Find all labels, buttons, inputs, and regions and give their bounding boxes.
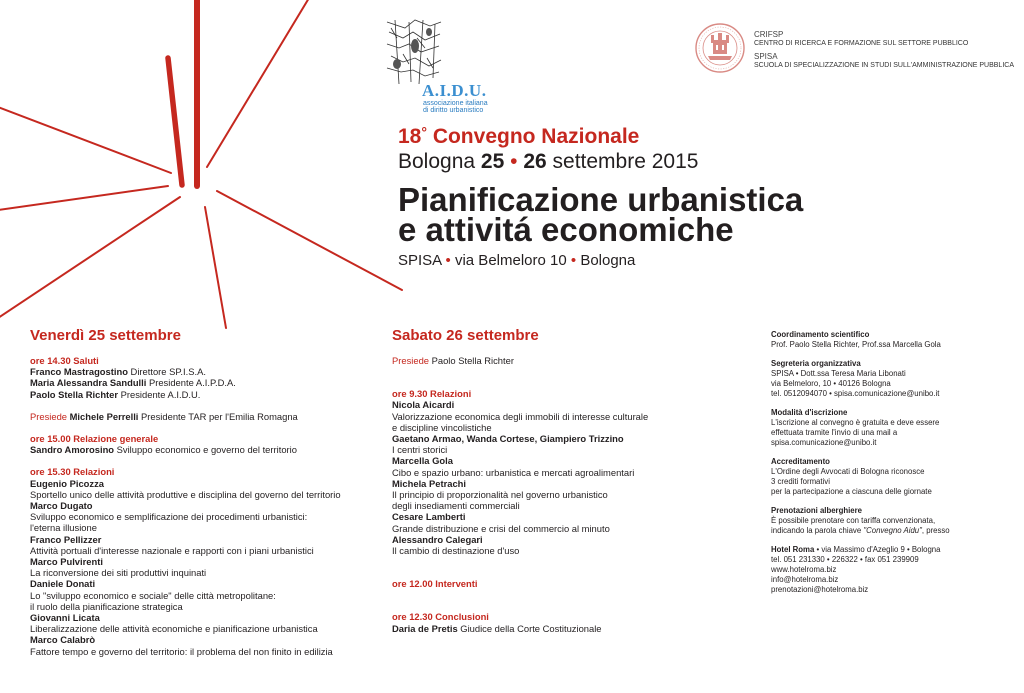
speaker-role: Presidente A.I.D.U. xyxy=(120,388,201,400)
chair-role: Presidente TAR per l'Emilia Romagna xyxy=(141,410,298,422)
speaker-name: Marcella Gola xyxy=(392,455,453,467)
dates-month-year: settembre 2015 xyxy=(552,150,699,173)
venue-bullet2: • xyxy=(570,252,577,269)
speaker-name: Daniele Donati xyxy=(30,578,96,590)
dates-day1: 25 xyxy=(480,150,505,173)
talk-topic: Cibo e spazio urbano: urbanistica e mercati agroalimentari xyxy=(392,466,635,478)
friday-session-generale: ore 15.00 Relazione generale xyxy=(30,433,159,445)
talk-topic: Lo "sviluppo economico e sociale" delle città metropolitane: xyxy=(30,589,276,601)
aidu-map-illustration xyxy=(385,18,443,88)
speaker-name: Sandro Amorosino xyxy=(30,444,115,456)
speaker-name: Daria de Pretis xyxy=(392,622,458,634)
hotel-line: È possibile prenotare con tariffa convenzionata, xyxy=(771,516,936,525)
registration-title: Modalità d'iscrizione xyxy=(771,408,848,417)
talk-topic: Sportello unico delle attività produttive e disciplina del governo del territorio xyxy=(30,488,341,500)
edition-degree: ° xyxy=(421,124,427,140)
event-title-line2: e attivitá economiche xyxy=(398,211,734,248)
event-title-line1: Pianificazione urbanistica xyxy=(398,181,804,218)
speaker-name: Alessandro Calegari xyxy=(392,533,483,545)
accreditation-line: per la partecipazione a ciascuna delle giornate xyxy=(771,487,932,496)
ray-upper-left xyxy=(0,107,171,173)
hotel-booking-email-link[interactable]: prenotazioni@hotelroma.biz xyxy=(771,585,869,594)
speaker-name: Paolo Stella Richter xyxy=(30,388,119,400)
chair-label: Presiede xyxy=(392,355,430,366)
chair-name: Michele Perrelli xyxy=(69,410,139,422)
speaker-role: Giudice della Corte Costituzionale xyxy=(460,622,602,634)
speaker-role: Presidente A.I.P.D.A. xyxy=(148,377,236,389)
ray-thick-slanted xyxy=(168,58,182,185)
speaker-name: Marco Dugato xyxy=(30,500,93,512)
ray-down xyxy=(205,207,226,328)
hotel-keyword: "Convegno Aidu" xyxy=(863,526,922,535)
speaker-name: Marco Pulvirenti xyxy=(30,556,103,568)
speaker-name: Nicola Aicardi xyxy=(392,399,455,411)
registration-line: L'iscrizione al convegno è gratuita e deve essere xyxy=(771,418,940,427)
program-row xyxy=(30,366,375,377)
edition-number: 18 xyxy=(398,125,422,148)
speaker-name: Michela Petrachi xyxy=(392,477,466,489)
registration-email-link[interactable]: spisa.comunicazione@unibo.it xyxy=(771,438,877,447)
speaker-name: Cesare Lamberti xyxy=(392,511,466,523)
hotel-keyword-suffix: , presso xyxy=(921,526,950,535)
talk-topic: Attività portuali d'interesse nazionale e rapporti con i piani urbanistici xyxy=(30,544,314,556)
speaker-name: Eugenio Picozza xyxy=(30,477,104,489)
accreditation-line: 3 crediti formativi xyxy=(771,477,830,486)
coordination-title: Coordinamento scientifico xyxy=(771,330,870,339)
aidu-subtitle-line1: associazione italiana xyxy=(423,100,488,107)
hotel-title: Prenotazioni alberghiere xyxy=(771,506,862,515)
ray-right-down xyxy=(217,191,402,290)
event-venue xyxy=(398,251,803,271)
friday-session-saluti: ore 14.30 Saluti xyxy=(30,355,99,366)
speaker-name: Gaetano Armao, Wanda Cortese, Giampiero Trizzino xyxy=(392,433,624,445)
unibo-org-text xyxy=(754,30,1014,70)
talk-topic-cont: degli insediamenti commerciali xyxy=(392,500,520,512)
hotel-keyword-prefix: indicando la parola chiave xyxy=(771,526,864,535)
talk-topic-cont: l'eterna illusione xyxy=(30,522,97,534)
chair-name: Paolo Stella Richter xyxy=(431,355,514,366)
aidu-name: A.I.D.U. xyxy=(422,81,487,100)
speaker-name: Giovanni Licata xyxy=(30,612,100,624)
talk-topic: Sviluppo economico e semplificazione dei procedimenti urbanistici: xyxy=(30,511,308,523)
friday-session-relazioni: ore 15.30 Relazioni xyxy=(30,466,115,478)
talk-topic: Il principio di proporzionalità nel governo urbanistico xyxy=(392,489,608,501)
hotel-info-email-link[interactable]: info@hotelroma.biz xyxy=(771,575,839,584)
edition-label: Convegno Nazionale xyxy=(432,125,640,148)
saturday-day-heading: Sabato 26 settembre xyxy=(392,327,539,344)
talk-topic: Il cambio di destinazione d'uso xyxy=(392,545,520,557)
saturday-session-conclusioni: ore 12.30 Conclusioni xyxy=(392,611,489,623)
accreditation-line: L'Ordine degli Avvocati di Bologna riconosce xyxy=(771,467,925,476)
edition-heading xyxy=(398,120,803,149)
ray-lower-left xyxy=(0,197,180,318)
hotel-line xyxy=(771,526,1021,536)
aidu-subtitle xyxy=(423,100,488,114)
ray-top-right xyxy=(207,0,309,167)
friday-chair xyxy=(30,411,375,422)
venue-part2: via Belmeloro 10 xyxy=(454,252,567,269)
event-header xyxy=(398,120,803,271)
crifsp-full-name: CENTRO DI RICERCA E FORMAZIONE SUL SETTORE PUBBLICO xyxy=(754,40,969,47)
venue-part3: Bologna xyxy=(580,252,636,269)
chair-label: Presiede xyxy=(30,410,68,422)
event-title xyxy=(398,181,804,248)
registration-line: effettuata tramite l'invio di una mail a xyxy=(771,428,898,437)
decorative-rays xyxy=(0,0,420,340)
venue-bullet1: • xyxy=(445,252,451,269)
secretariat-line: via Belmeloro, 10 • 40126 Bologna xyxy=(771,379,891,388)
saturday-program xyxy=(392,327,732,634)
accreditation-title: Accreditamento xyxy=(771,457,830,466)
talk-topic: La riconversione dei siti produttivi inquinati xyxy=(30,567,207,579)
ray-left xyxy=(0,186,168,210)
secretariat-title: Segreteria organizzativa xyxy=(771,359,861,368)
saturday-chair xyxy=(392,355,732,366)
event-dates xyxy=(398,149,803,175)
aidu-subtitle-line2: di diritto urbanistico xyxy=(423,107,484,114)
talk-topic: Liberalizzazione delle attività economiche e pianificazione urbanistica xyxy=(30,623,318,635)
venue-part1: SPISA xyxy=(398,252,442,269)
talk-topic: I centri storici xyxy=(392,444,448,456)
hotel-address xyxy=(771,545,1021,555)
program-row xyxy=(30,444,375,455)
spisa-acronym: SPISA xyxy=(754,52,778,61)
unibo-logo-block xyxy=(694,22,1024,82)
saturday-session-relazioni: ore 9.30 Relazioni xyxy=(392,388,472,400)
dates-bullet: • xyxy=(510,150,518,173)
speaker-name: Franco Mastragostino xyxy=(30,366,128,378)
spisa-full-name: SCUOLA DI SPECIALIZZAZIONE IN STUDI SULL'AMMINISTRAZIONE PUBBLICA xyxy=(754,62,1014,69)
secretariat-contact[interactable]: tel. 0512094070 • spisa.comunicazione@unibo.it xyxy=(771,389,940,398)
talk-topic: Grande distribuzione e crisi del commercio al minuto xyxy=(392,522,610,534)
hotel-street: • via Massimo d'Azeglio 9 • Bologna xyxy=(814,545,941,554)
info-column xyxy=(771,330,1021,595)
talk-topic: Sviluppo economico e governo del territorio xyxy=(116,444,297,456)
program-row xyxy=(392,623,732,634)
saturday-session-interventi: ore 12.00 Interventi xyxy=(392,578,478,590)
speaker-name: Maria Alessandra Sandulli xyxy=(30,377,147,389)
program-row xyxy=(30,377,375,388)
friday-program xyxy=(30,327,375,657)
coordination-text: Prof. Paolo Stella Richter, Prof.ssa Marcella Gola xyxy=(771,340,941,349)
dates-city: Bologna xyxy=(398,150,476,173)
hotel-phone: tel. 051 231330 • 226322 • fax 051 239909 xyxy=(771,555,919,564)
hotel-website-link[interactable]: www.hotelroma.biz xyxy=(771,565,837,574)
talk-topic-cont: e discipline vincolistiche xyxy=(392,421,492,433)
university-seal-icon xyxy=(694,22,746,74)
friday-day-heading: Venerdì 25 settembre xyxy=(30,327,181,344)
speaker-name: Marco Calabrò xyxy=(30,634,96,646)
talk-topic-cont: il ruolo della pianificazione strategica xyxy=(30,600,183,612)
talk-topic: Valorizzazione economica degli immobili di interesse culturale xyxy=(392,410,649,422)
aidu-logo xyxy=(385,18,505,114)
speaker-name: Franco Pellizzer xyxy=(30,533,102,545)
hotel-name: Hotel Roma xyxy=(771,545,815,554)
program-row xyxy=(30,389,375,400)
crifsp-acronym: CRIFSP xyxy=(754,30,784,39)
dates-day2: 26 xyxy=(523,150,547,173)
talk-topic: Fattore tempo e governo del territorio: il problema del non finito in edilizia xyxy=(30,645,333,657)
speaker-role: Direttore SP.I.S.A. xyxy=(130,366,206,378)
secretariat-line: SPISA • Dott.ssa Teresa Maria Libonati xyxy=(771,369,906,378)
